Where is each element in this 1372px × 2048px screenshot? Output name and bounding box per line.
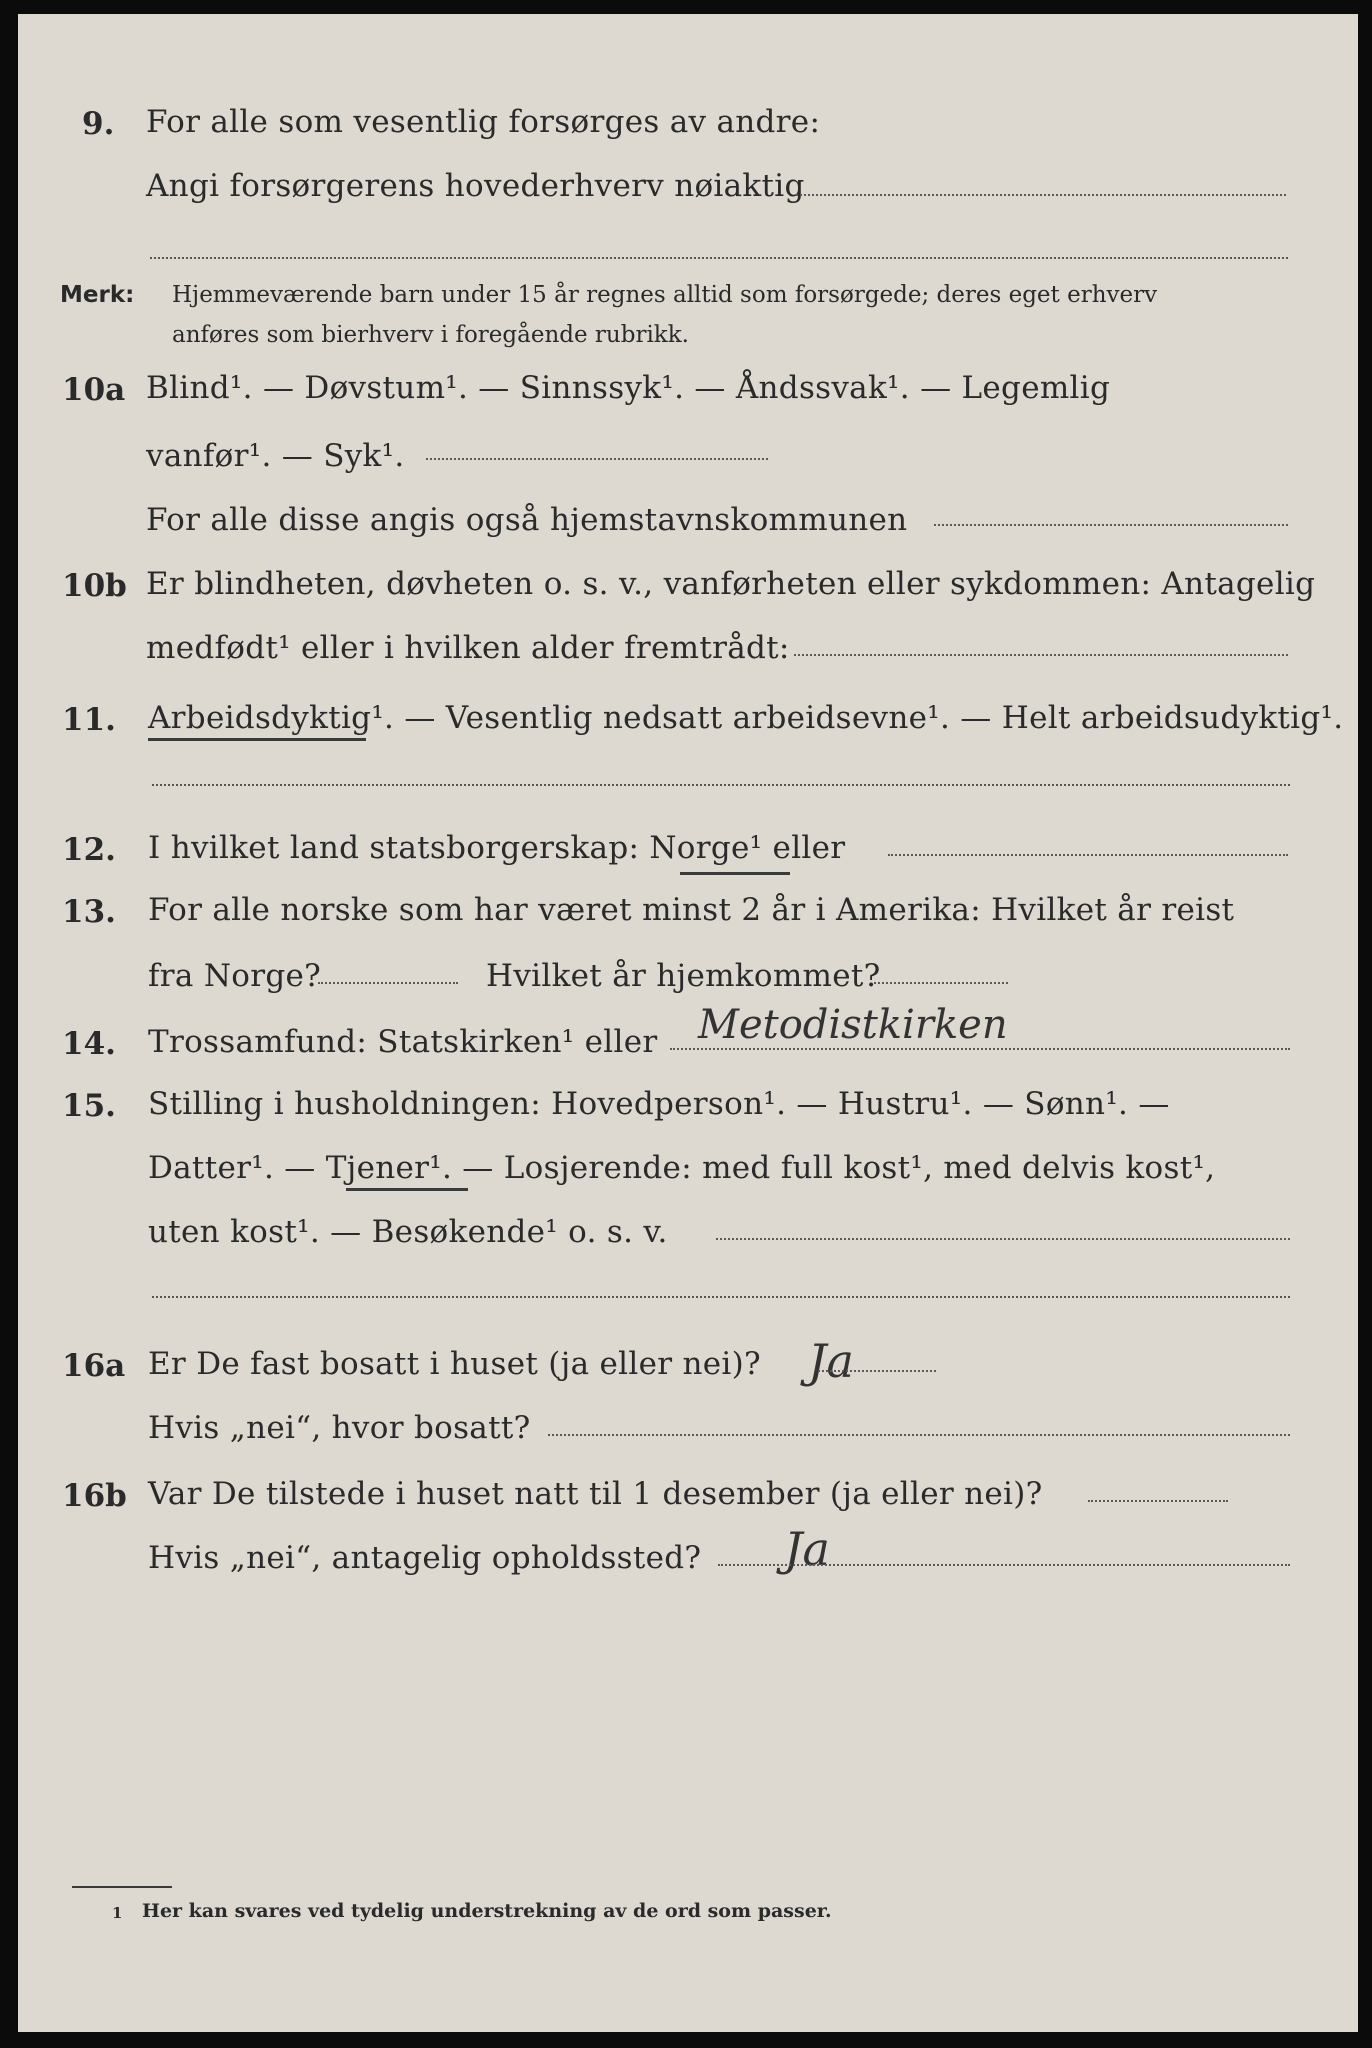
q11-answer-line[interactable] [152, 784, 1290, 786]
merk-line2: anføres som bierhverv i foregående rubrikk. [172, 322, 689, 348]
q16b-line2: Hvis „nei“, antagelig opholdssted? [148, 1540, 702, 1576]
footnote-mark: 1 [112, 1904, 123, 1922]
q16b-opholdssted-line[interactable] [718, 1564, 1290, 1566]
footnote-rule [72, 1886, 172, 1888]
q14-line1: Trossamfund: Statskirken¹ eller [148, 1024, 658, 1060]
q13-line2a: fra Norge? [148, 958, 322, 994]
q15-line1: Stilling i husholdningen: Hovedperson¹. — Hustru¹. — Sønn¹. — [148, 1086, 1170, 1122]
q10b-line2: medfødt¹ eller i hvilken alder fremtrådt: [146, 630, 790, 666]
item-number-13: 13. [62, 894, 116, 930]
q10a-line2: vanfør¹. — Syk¹. [146, 438, 405, 474]
item-number-9: 9. [82, 106, 115, 142]
merk-label: Merk: [60, 282, 135, 308]
census-form-page [18, 14, 1358, 2032]
item-number-16b: 16b [62, 1478, 127, 1514]
q9-line1: For alle som vesentlig forsørges av andre: [146, 104, 821, 140]
q16a-handwritten-answer: Ja [808, 1334, 854, 1388]
item-number-14: 14. [62, 1026, 116, 1062]
item-number-11: 11. [62, 702, 116, 738]
norge-underline [680, 872, 790, 875]
item-number-12: 12. [62, 832, 116, 868]
q16b-line1: Var De tilstede i huset natt til 1 desember (ja eller nei)? [148, 1476, 1043, 1512]
q16a-answer-line[interactable] [818, 1370, 936, 1372]
q9-line2: Angi forsørgerens hovederhverv nøiaktig [146, 168, 805, 204]
q9-answer-line[interactable] [796, 194, 1286, 196]
q12-line1: I hvilket land statsborgerskap: Norge¹ eller [148, 830, 846, 866]
q10a-answer-line[interactable] [426, 458, 768, 460]
merk-line1: Hjemmeværende barn under 15 år regnes alltid som forsørgede; deres eget erhverv [172, 282, 1158, 308]
q10a-hjemstavn-line[interactable] [934, 524, 1288, 526]
q13-hjemkommet-line[interactable] [874, 982, 1008, 984]
q15-line3: uten kost¹. — Besøkende¹ o. s. v. [148, 1214, 668, 1250]
q10a-line1: Blind¹. — Døvstum¹. — Sinnssyk¹. — Åndssvak¹. — Legemlig [146, 370, 1111, 406]
q10b-answer-line[interactable] [794, 654, 1288, 656]
q16a-line2: Hvis „nei“, hvor bosatt? [148, 1410, 531, 1446]
q15-answer-line-2[interactable] [152, 1296, 1290, 1298]
arbeidsdyktig-underline [148, 738, 366, 741]
q15-line2: Datter¹. — Tjener¹. — Losjerende: med full kost¹, med delvis kost¹, [148, 1150, 1216, 1186]
q15-answer-line[interactable] [716, 1238, 1290, 1240]
q14-answer-line[interactable] [670, 1048, 1290, 1050]
q16a-line1: Er De fast bosatt i huset (ja eller nei)? [148, 1346, 761, 1382]
item-number-15: 15. [62, 1088, 116, 1124]
q11-line1: Arbeidsdyktig¹. — Vesentlig nedsatt arbeidsevne¹. — Helt arbeidsudyktig¹. [148, 700, 1344, 736]
q16a-bosatt-line[interactable] [548, 1434, 1290, 1436]
q13-line2b: Hvilket år hjemkommet? [486, 958, 881, 994]
q16b-handwritten-answer: Ja [784, 1522, 830, 1576]
q14-handwritten-answer: Metodistkirken [698, 1002, 1008, 1048]
q12-answer-line[interactable] [888, 854, 1288, 856]
q10a-line3: For alle disse angis også hjemstavnskommunen [146, 502, 908, 538]
q10b-line1: Er blindheten, døvheten o. s. v., vanførheten eller sykdommen: Antagelig [146, 566, 1316, 602]
q9-answer-line-2[interactable] [150, 257, 1288, 259]
item-number-16a: 16a [62, 1348, 126, 1384]
footnote-text: Her kan svares ved tydelig understrekning av de ord som passer. [142, 1900, 832, 1922]
q13-reist-line[interactable] [318, 982, 458, 984]
q16b-answer-line[interactable] [1088, 1500, 1228, 1502]
q13-line1: For alle norske som har været minst 2 år i Amerika: Hvilket år reist [148, 892, 1235, 928]
item-number-10b: 10b [62, 568, 127, 604]
item-number-10a: 10a [62, 372, 126, 408]
tjener-underline [346, 1188, 468, 1191]
